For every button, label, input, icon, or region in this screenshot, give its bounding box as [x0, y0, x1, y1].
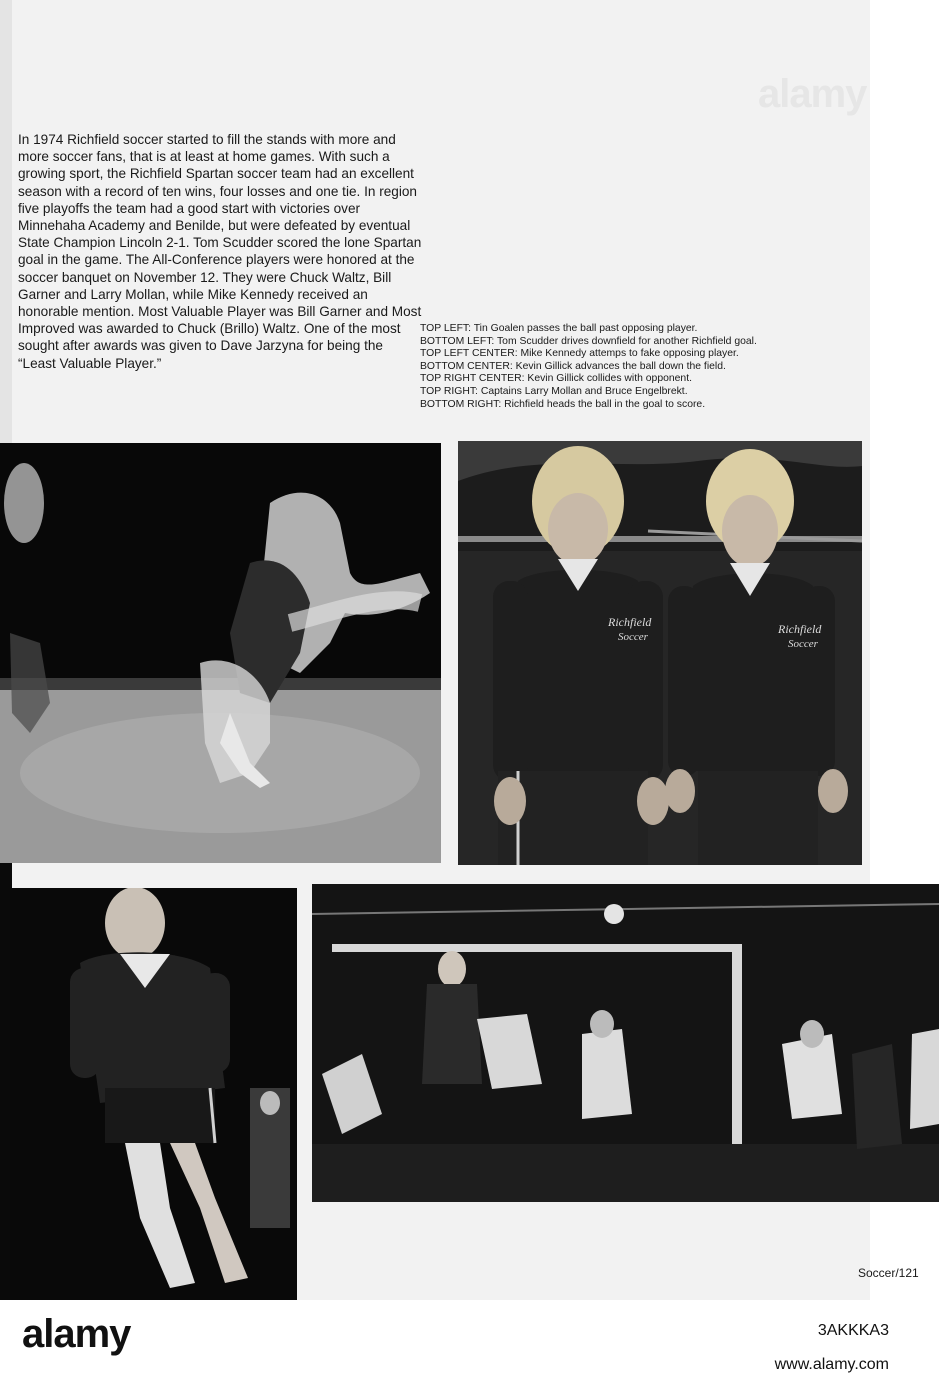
caption-top-left: TOP LEFT: Tin Goalen passes the ball past opposing player. — [420, 323, 698, 334]
page-number: Soccer/121 — [858, 1266, 919, 1280]
photo-team-captains — [458, 441, 862, 865]
image-id: 3AKKKA3 — [817, 1322, 889, 1339]
caption-bottom-center: BOTTOM CENTER: Kevin Gillick advances the ball down the field. — [420, 360, 726, 372]
caption-bottom-left: BOTTOM LEFT: Tom Scudder drives downfield for another Richfield goal. — [420, 335, 757, 347]
article-body: In 1974 Richfield soccer started to fill the stands with more and more soccer fans, that is at least at home games. With such a growing sport, the Richfield Spartan soccer team had an excellent season with a record of ten wins, four losses and one tie. In region five playoffs the team had a good start with victories over Minnehaha Academy and Benilde, but were defeated by eventual State Champion Lincoln 2-1. Tom Scudder scored the lone Spartan goal in the game. The All-Conference players were honored at the soccer banquet on November 12. They were Chuck Waltz, Bill Garner and Larry Mollan, while Mike Kennedy received an honorable mention. Most Valuable Player was Bill Garner and Most Improved was awarded to Chuck (Brillo) Waltz. One of the most sought after awards was given to Dave Jarzyna for being the “Least Valuable Player.” — [18, 132, 422, 371]
photo-player-collision — [0, 443, 441, 863]
photo-header-goal — [312, 884, 939, 1202]
stock-url: www.alamy.com — [774, 1356, 889, 1373]
jersey-text-left: Richfield — [608, 615, 652, 629]
stock-footer — [0, 1300, 939, 1390]
stock-logo: alamy — [22, 1312, 131, 1356]
photo-captions — [420, 323, 820, 411]
jersey-text-right: Richfield — [778, 622, 822, 636]
caption-top-right-center: TOP RIGHT CENTER: Kevin Gillick collides with opponent. — [420, 373, 692, 385]
caption-top-right: TOP RIGHT: Captains Larry Mollan and Bruce Engelbrekt. — [420, 385, 688, 397]
caption-top-left-center: TOP LEFT CENTER: Mike Kennedy attemps to fake opposing player. — [420, 348, 739, 360]
caption-bottom-right: BOTTOM RIGHT: Richfield heads the ball in the goal to score. — [420, 398, 706, 410]
photo-player-dribbling — [10, 888, 297, 1300]
jersey-text-left-2: Soccer — [618, 631, 648, 643]
watermark: alamy — [758, 72, 867, 116]
jersey-text-right-2: Soccer — [788, 638, 818, 650]
